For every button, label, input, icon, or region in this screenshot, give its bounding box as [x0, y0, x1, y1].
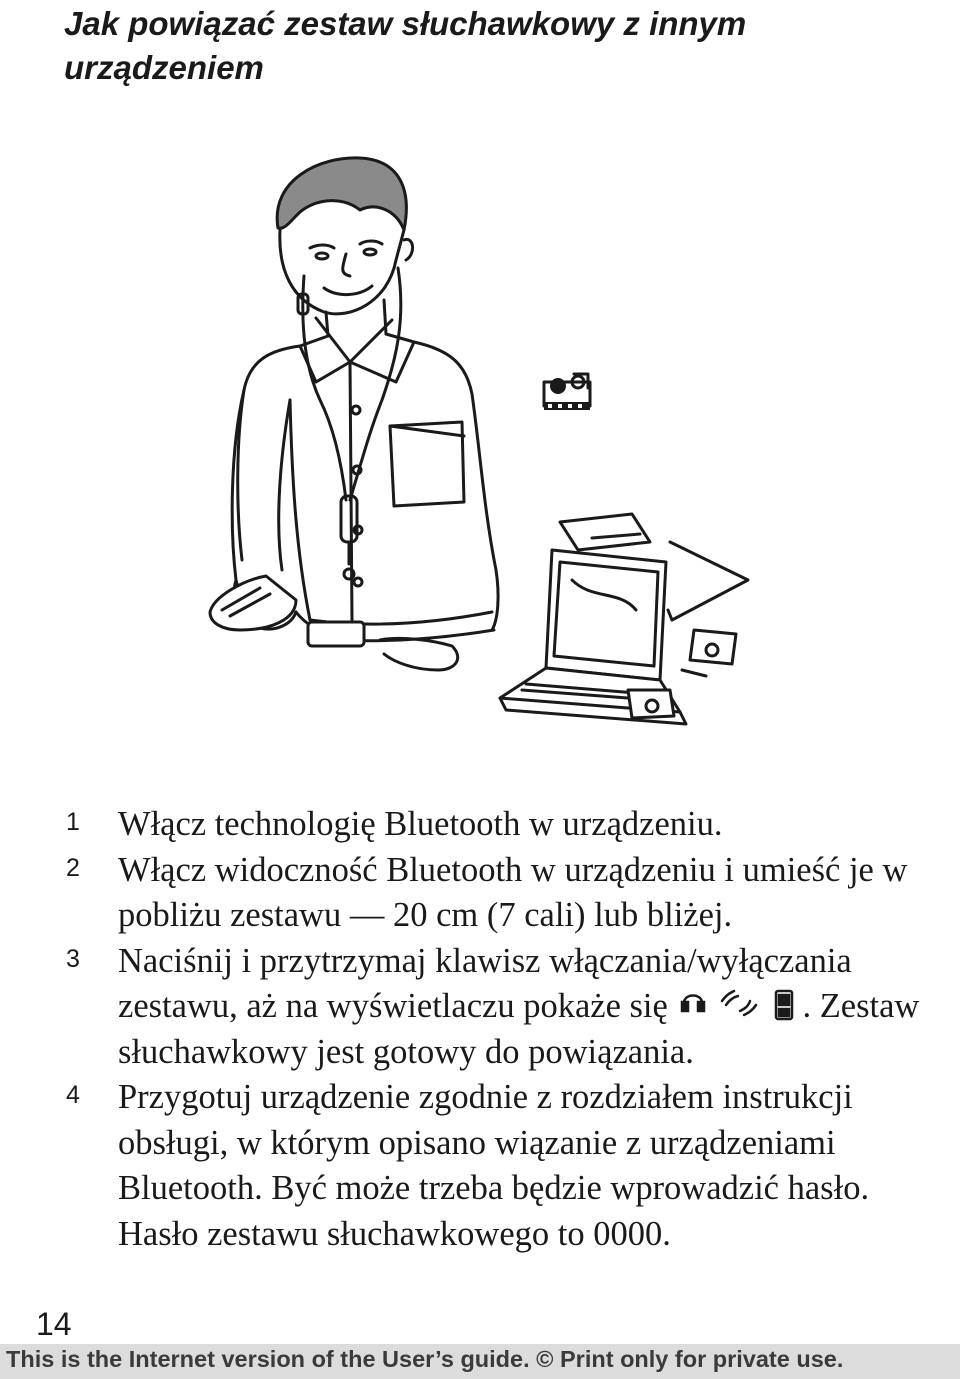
instruction-steps	[66, 802, 936, 1257]
step-text-continued: . Zestaw słuchawkowy jest gotowy do powiązania.	[118, 987, 920, 1071]
step-text: Włącz technologię Bluetooth w urządzeniu.	[118, 805, 723, 843]
step-number: 3	[66, 944, 80, 973]
music-video-icon	[544, 374, 590, 410]
step-text: Naciśnij i przytrzymaj klawisz włączania/wyłączania zestawu, aż na wyświetlaczu pokaże się	[118, 941, 852, 1025]
headset-pairing-phone-icon	[680, 987, 798, 1023]
step-1	[66, 802, 936, 848]
step-text: Przygotuj urządzenie zgodnie z rozdziałem instrukcji obsługi, w którym opisano wiązanie z urządzeniami Bluetooth. Być może trzeba będzie wprowadzić hasło. Hasło zestawu słuchawkowego to 0000.	[118, 1078, 870, 1253]
step-number: 2	[66, 853, 80, 882]
page-title: Jak powiązać zestaw słuchawkowy z innym urządzeniem	[64, 5, 747, 86]
step-3	[66, 939, 936, 1076]
step-number: 4	[66, 1081, 80, 1109]
step-number: 1	[66, 808, 80, 836]
step-2	[66, 848, 936, 939]
step-4	[66, 1075, 936, 1257]
footer-notice: This is the Internet version of the User’s guide. © Print only for private use.	[6, 1346, 844, 1372]
man-with-headset-illustration	[200, 150, 760, 760]
step-text: Włącz widoczność Bluetooth w urządzeniu i umieść je w pobliżu zestawu — 20 cm (7 cali) lub bliżej.	[118, 850, 908, 934]
page-number: 14	[36, 1306, 72, 1342]
